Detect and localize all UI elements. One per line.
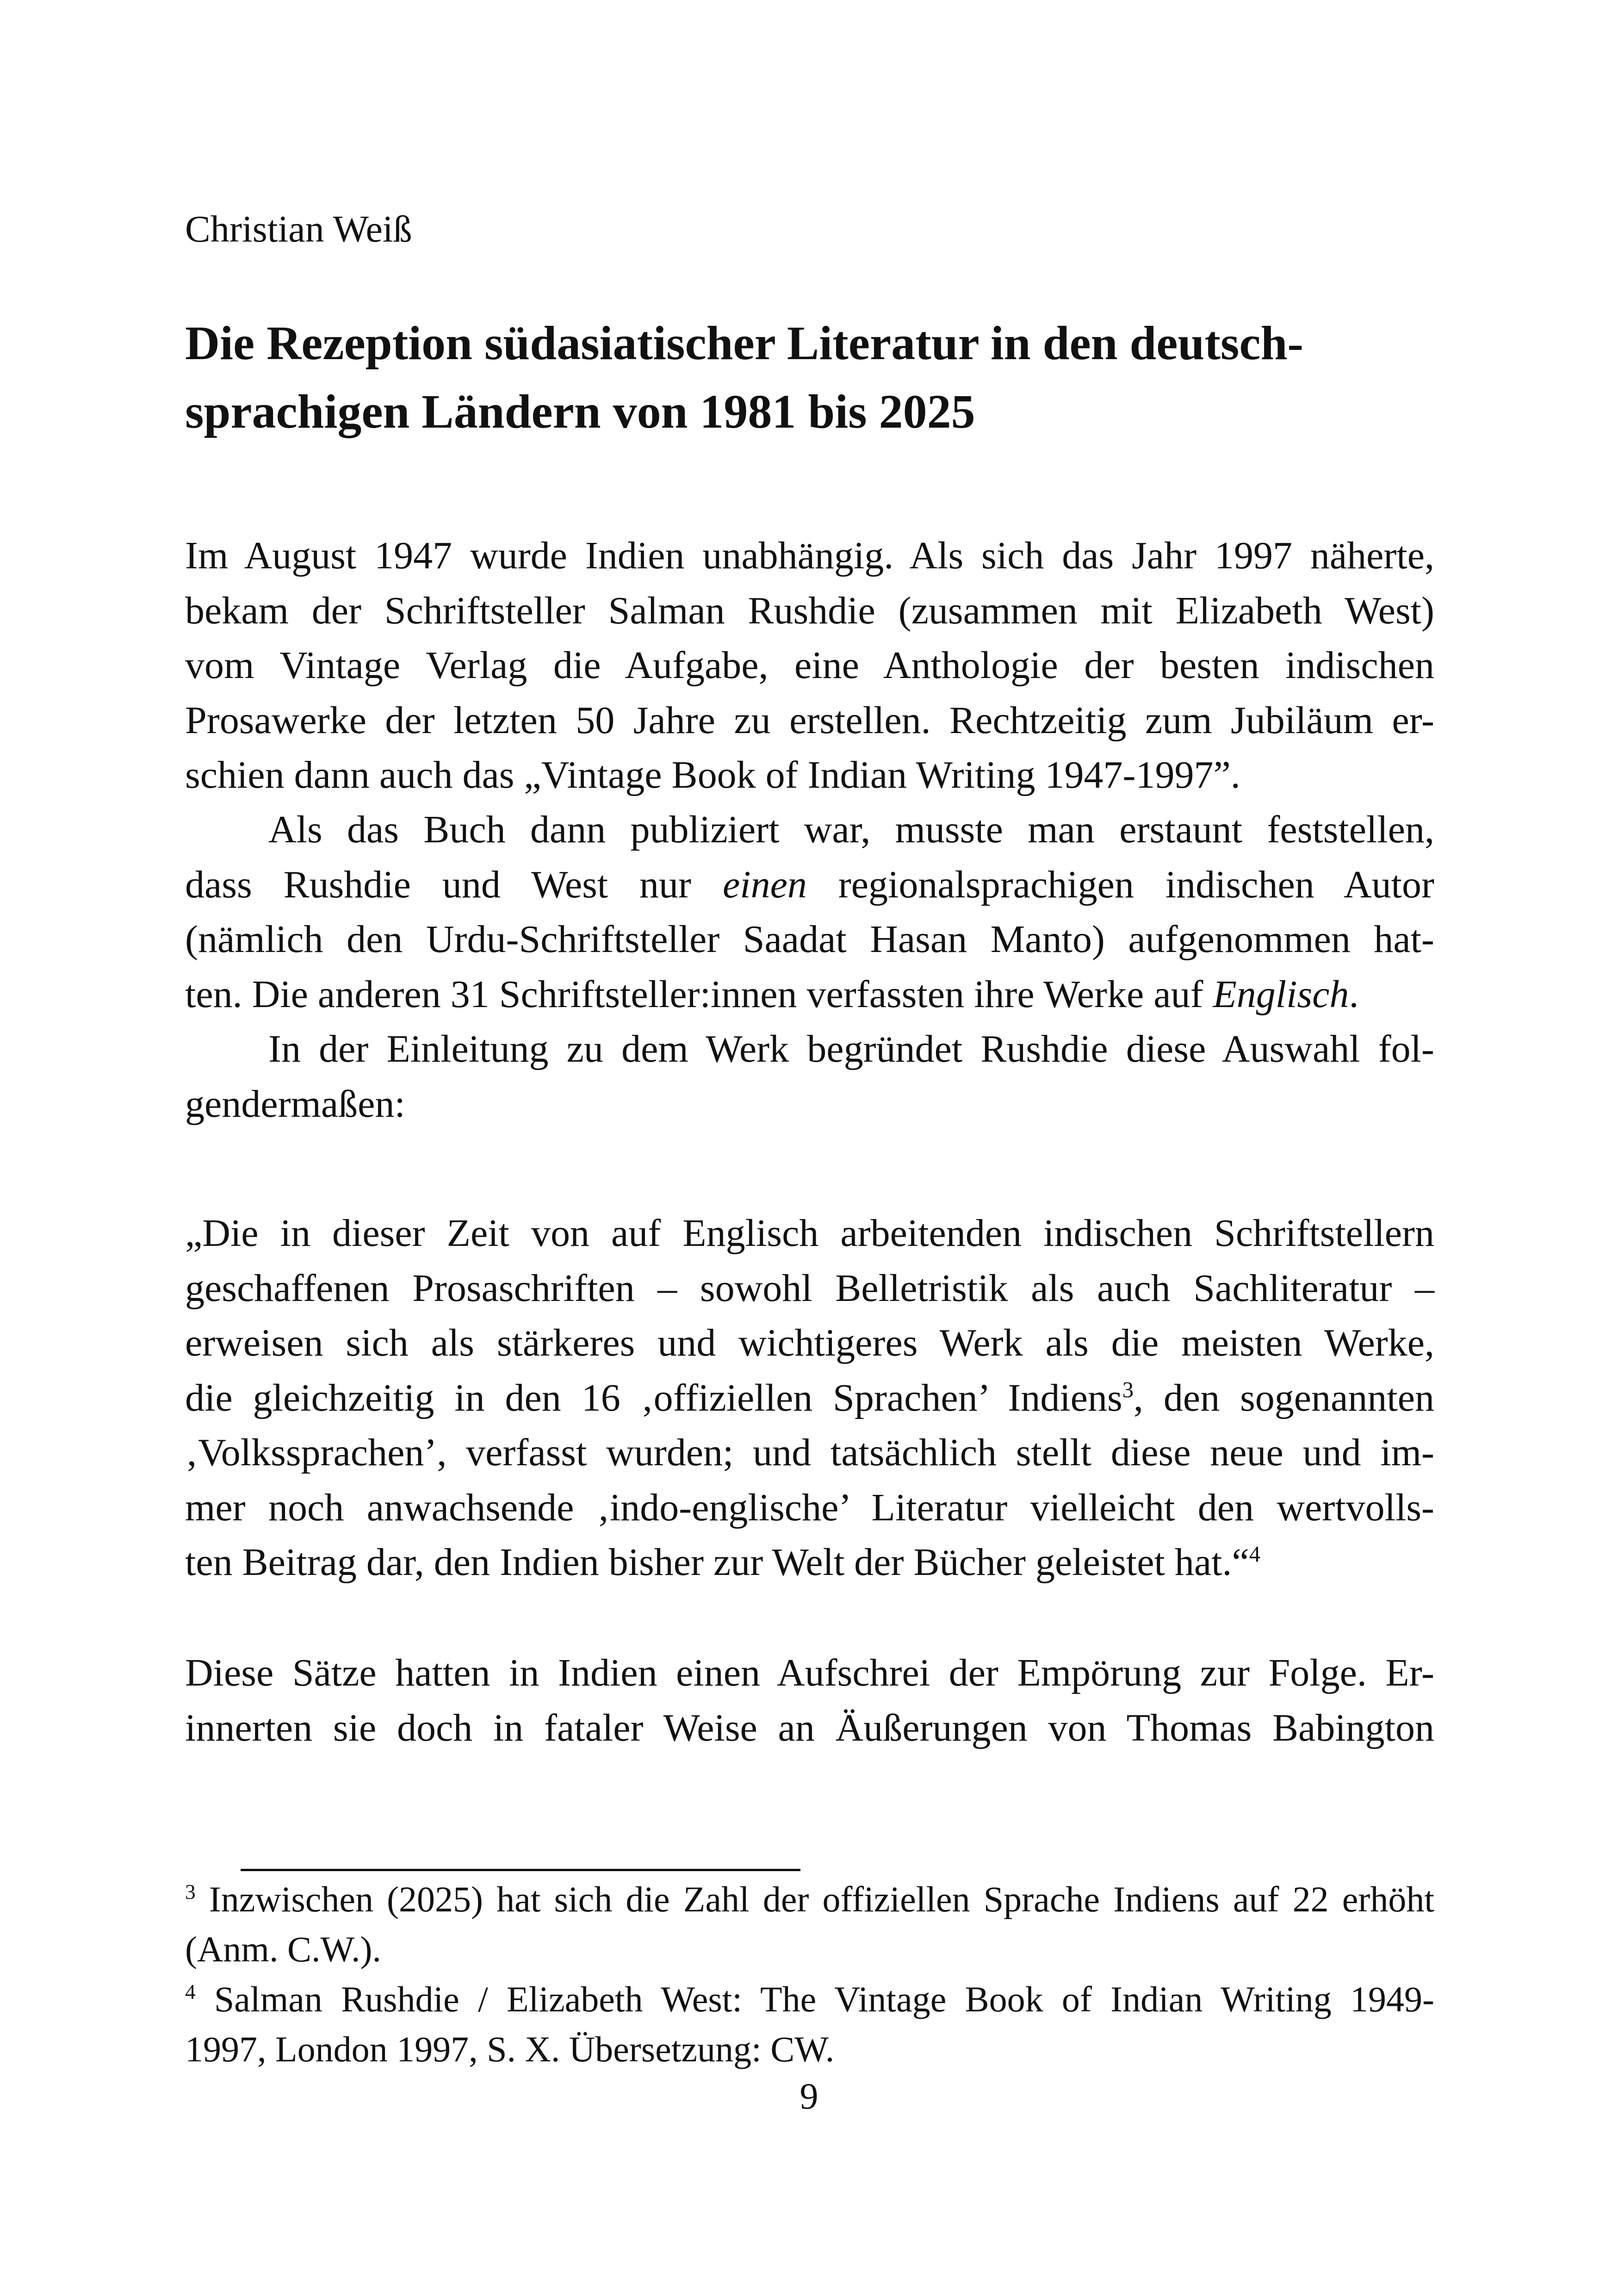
text-line: Prosawerke der letzten 50 Jahre zu erstellen. Rechtzeitig zum Jubiläum er-	[185, 698, 1434, 742]
text-fragment: die gleichzeitig in den 16 ‚offiziellen Sprachen’ Indiens	[185, 1376, 1122, 1419]
footnote-line: (Anm. C.W.).	[185, 1929, 381, 1969]
text-fragment: dass Rushdie und West nur	[185, 863, 723, 906]
paragraph-intro	[185, 529, 1434, 803]
footnote-text: Inzwischen (2025) hat sich die Zahl der offiziellen Sprache Indiens auf 22 erhöht	[195, 1879, 1434, 1919]
text-line: bekam der Schriftsteller Salman Rushdie (zusammen mit Elizabeth West)	[185, 589, 1434, 632]
quote-line	[185, 1535, 1434, 1590]
text-fragment: ten Beitrag dar, den Indien bisher zur Welt der Bücher geleistet hat.“	[185, 1541, 1249, 1584]
title-line: Die Rezeption südasiatischer Literatur in den deutsch-	[185, 317, 1304, 370]
text-line: schien dann auch das „Vintage Book of Indian Writing 1947-1997”.	[185, 753, 1240, 796]
footnote-ref-3: 3	[1122, 1377, 1134, 1402]
footnote-line: 1997, London 1997, S. X. Übersetzung: CW.	[185, 2029, 835, 2069]
emphasis-einen: einen	[722, 863, 807, 906]
paragraph-reaction	[185, 1646, 1434, 1755]
footnote-text: Salman Rushdie / Elizabeth West: The Vintage Book of Indian Writing 1949-	[195, 1979, 1434, 2019]
text-line	[185, 967, 1434, 1022]
quote-line: „Die in dieser Zeit von auf Englisch arbeitenden indischen Schriftstellern	[185, 1212, 1434, 1255]
quote-line	[185, 1371, 1434, 1426]
text-line: Diese Sätze hatten in Indien einen Aufschrei der Empörung zur Folge. Er-	[185, 1651, 1434, 1694]
footnote-ref-4: 4	[1249, 1542, 1261, 1567]
quote-line: geschaffenen Prosaschriften – sowohl Belletristik als auch Sachliteratur –	[185, 1266, 1434, 1310]
text-line: innerten sie doch in fataler Weise an Äußerungen von Thomas Babington	[185, 1706, 1434, 1749]
text-fragment: .	[1349, 972, 1359, 1016]
text-line: Als das Buch dann publiziert war, musste man erstaunt feststellen,	[268, 808, 1434, 851]
footnote-marker: 4	[185, 1980, 196, 2004]
text-line: In der Einleitung zu dem Werk begründet Rushdie diese Auswahl fol-	[268, 1027, 1434, 1070]
text-fragment: regionalsprachigen indischen Autor	[806, 863, 1434, 906]
text-fragment: , den sogenannten	[1134, 1376, 1434, 1419]
quote-line: mer noch anwachsende ‚indo-englische’ Literatur vielleicht den wertvolls-	[185, 1486, 1434, 1529]
text-line: vom Vintage Verlag die Aufgabe, eine Anthologie der besten indischen	[185, 644, 1434, 687]
quote-line: ‚Volkssprachen’, verfasst wurden; und tatsächlich stellt diese neue und im-	[185, 1431, 1434, 1474]
footnote-separator	[241, 1869, 800, 1871]
quote-line: erweisen sich als stärkeres und wichtigeres Werk als die meisten Werke,	[185, 1321, 1434, 1364]
footnote-line	[185, 1974, 1434, 2024]
emphasis-englisch: Englisch	[1213, 972, 1349, 1016]
paragraph-publication	[185, 803, 1434, 1022]
block-quote	[185, 1206, 1434, 1590]
author-name: Christian Weiß	[185, 208, 412, 250]
paragraph-introduction-reference	[185, 1022, 1434, 1132]
title-line: sprachigen Ländern von 1981 bis 2025	[185, 385, 975, 438]
text-fragment: ten. Die anderen 31 Schriftsteller:innen verfassten ihre Werke auf	[185, 972, 1213, 1016]
text-line: gendermaßen:	[185, 1082, 405, 1126]
footnotes	[185, 1874, 1434, 2074]
footnote-marker: 3	[185, 1880, 196, 1904]
text-line	[185, 858, 1434, 913]
page-number: 9	[800, 2076, 818, 2117]
text-line: Im August 1947 wurde Indien unabhängig. Als sich das Jahr 1997 näherte,	[185, 534, 1434, 577]
text-line: (nämlich den Urdu-Schriftsteller Saadat Hasan Manto) aufgenommen hat-	[185, 918, 1434, 961]
chapter-title	[185, 309, 1434, 446]
footnote-line	[185, 1874, 1434, 1924]
